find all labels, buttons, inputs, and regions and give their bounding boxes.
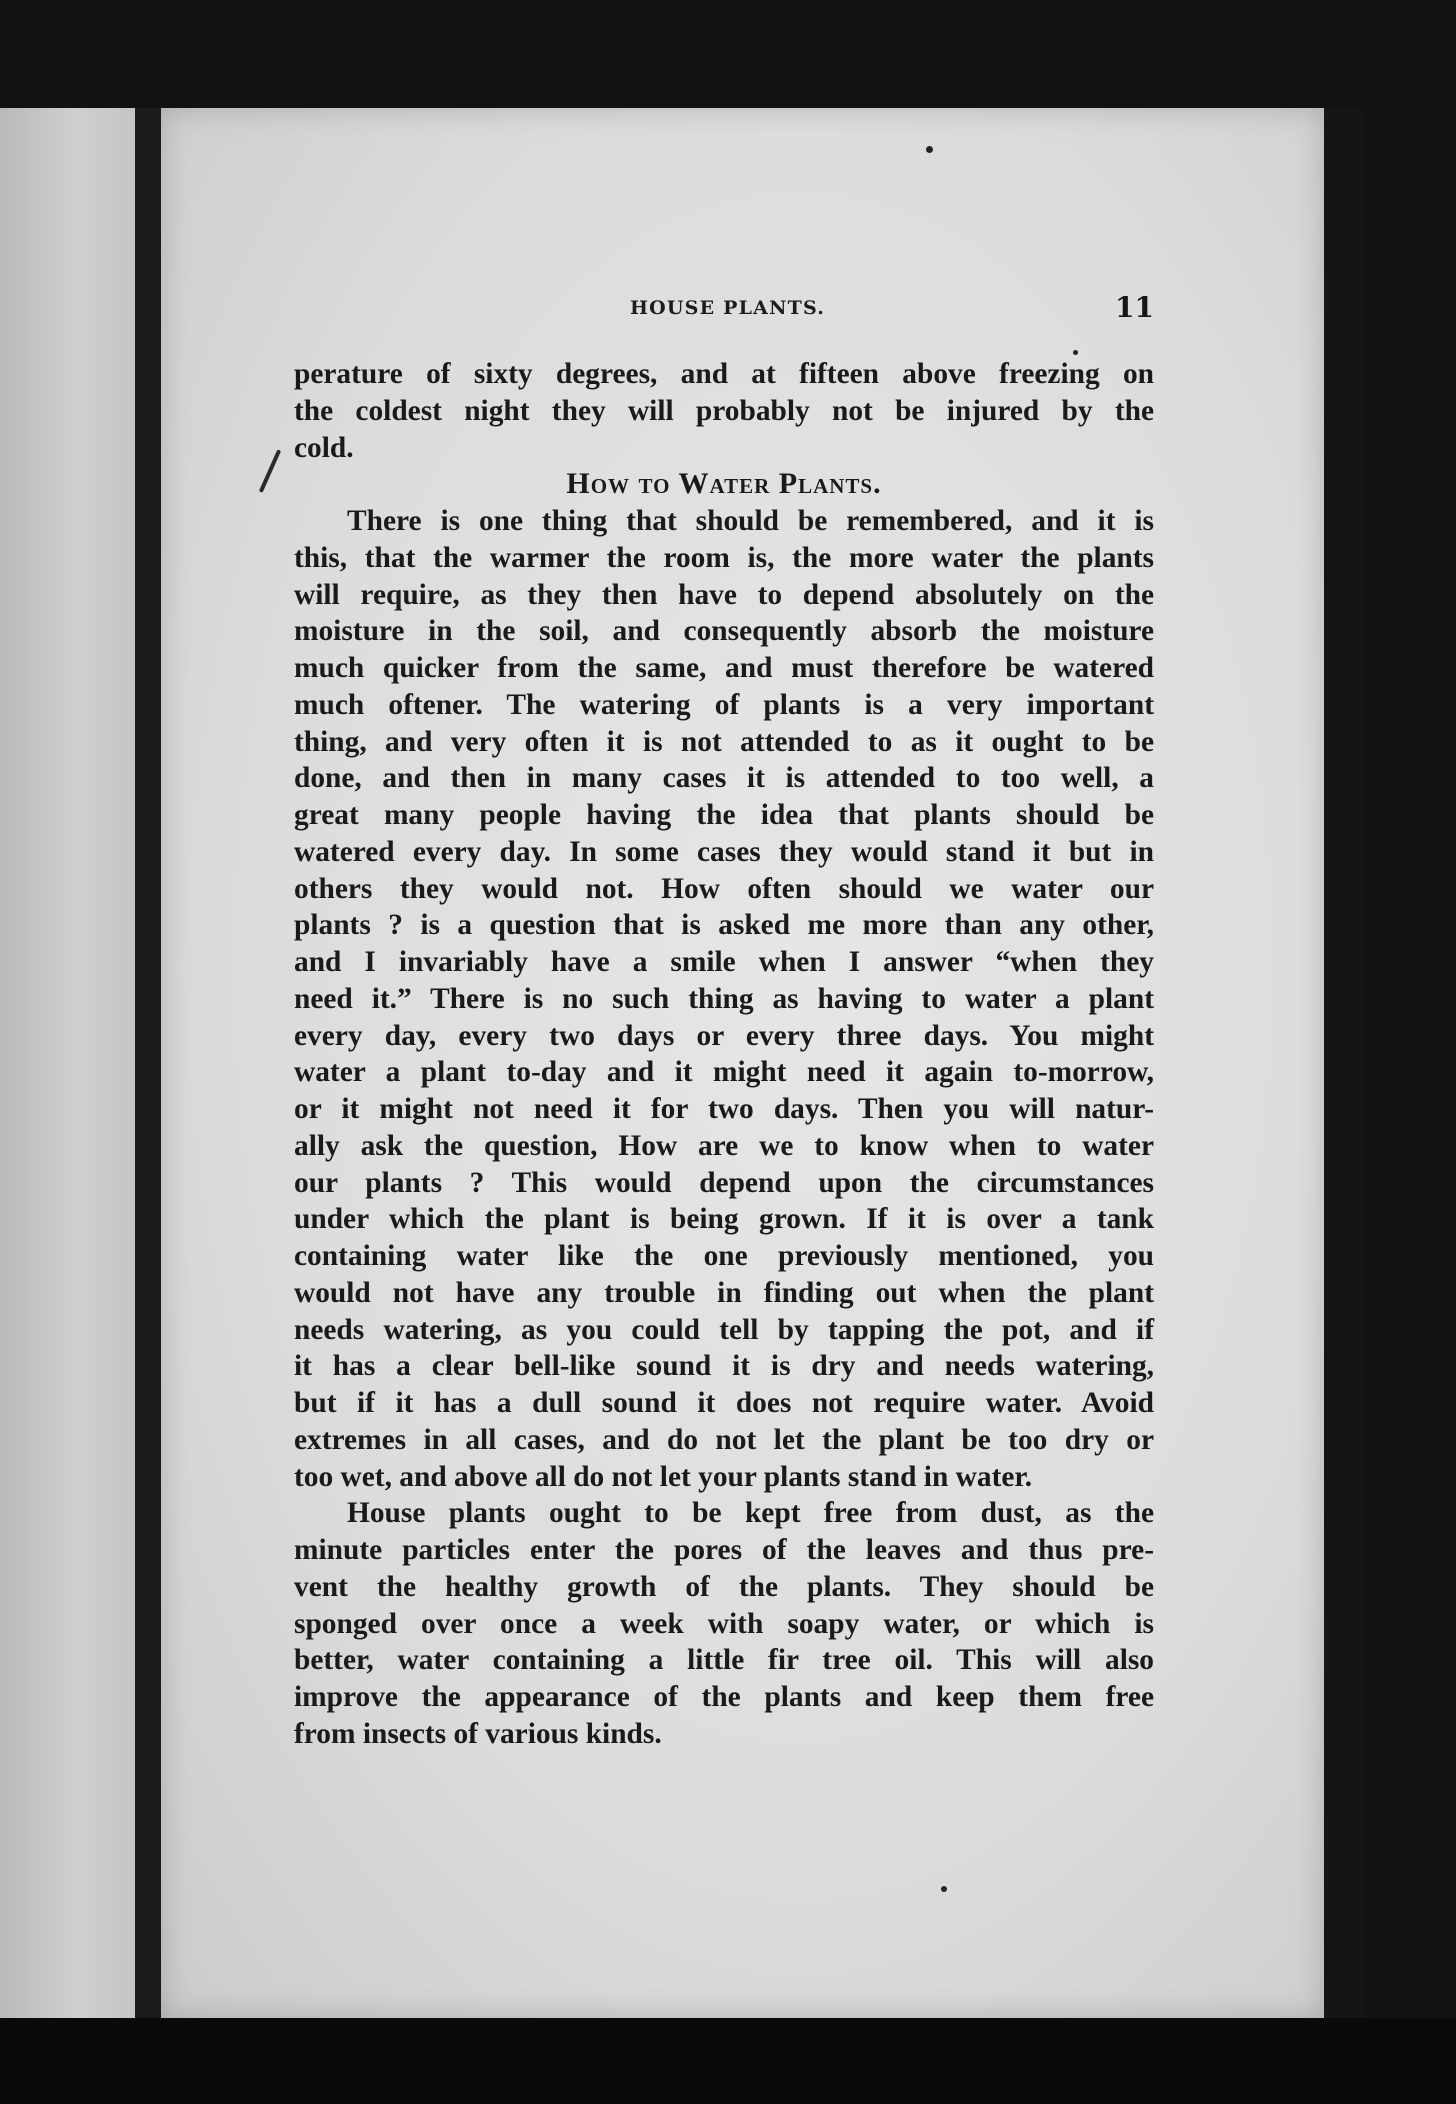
text-line: containing water like the one previously mentioned, you — [294, 1240, 1154, 1272]
text-line: would not have any trouble in finding out when the plant — [294, 1276, 1154, 1309]
text-line: or it might not need it for two days. Then you will natur- — [294, 1093, 1154, 1125]
text-line: needs watering, as you could tell by tapping the pot, and if — [294, 1313, 1154, 1346]
text-line: cold. — [294, 431, 354, 464]
text-line: but if it has a dull sound it does not require water. Avoid — [294, 1387, 1154, 1419]
text-line: thing, and very often it is not attended to as it ought to be — [294, 725, 1154, 758]
text-line: moisture in the soil, and consequently absorb the moisture — [294, 615, 1154, 648]
text-line: much oftener. The watering of plants is a very important — [294, 688, 1154, 721]
text-line: extremes in all cases, and do not let the plant be too dry or — [294, 1423, 1154, 1456]
text-line: better, water containing a little fir tree oil. This will also — [294, 1644, 1154, 1677]
text-line: vent the healthy growth of the plants. They should be — [294, 1570, 1154, 1603]
text-line: House plants ought to be kept free from dust, as the — [347, 1497, 1154, 1530]
text-line: done, and then in many cases it is attended to too well, a — [294, 762, 1154, 795]
page-header — [300, 293, 1160, 329]
text-line: watered every day. In some cases they would stand it but in — [294, 835, 1154, 868]
running-head: HOUSE PLANTS. — [630, 297, 826, 319]
text-line: plants ? is a question that is asked me more than any other, — [294, 909, 1154, 942]
text-line: much quicker from the same, and must therefore be watered — [294, 652, 1154, 684]
text-line: the coldest night they will probably not be injured by the — [294, 394, 1154, 427]
text-line: great many people having the idea that plants should be — [294, 799, 1154, 831]
previous-page-edge — [0, 108, 140, 2073]
text-line: from insects of various kinds. — [294, 1717, 662, 1750]
text-line: too wet, and above all do not let your plants stand in water. — [294, 1460, 1033, 1493]
bottom-shadow — [0, 2018, 1456, 2104]
text-line: others they would not. How often should we water our — [294, 872, 1154, 905]
text-line: and I invariably have a smile when I answer “when they — [294, 946, 1154, 978]
text-line: it has a clear bell-like sound it is dry and needs watering, — [294, 1350, 1154, 1383]
body-text — [294, 356, 1154, 1753]
text-line: need it.” There is no such thing as having to water a plant — [294, 982, 1154, 1015]
text-line: There is one thing that should be remembered, and it is — [347, 505, 1154, 537]
page-edge-shadow — [1324, 108, 1364, 2073]
text-line: ally ask the question, How are we to know when to water — [294, 1129, 1154, 1162]
text-line: our plants ? This would depend upon the circumstances — [294, 1166, 1154, 1199]
section-heading: How to Water Plants. — [566, 467, 882, 501]
text-line: improve the appearance of the plants and keep them free — [294, 1681, 1154, 1713]
text-line: will require, as they then have to depend absolutely on the — [294, 578, 1154, 611]
text-line: sponged over once a week with soapy water, or which is — [294, 1607, 1154, 1640]
dust-speck — [941, 1886, 947, 1892]
page-number: 11 — [1115, 291, 1154, 324]
text-line: perature of sixty degrees, and at fifteen above freezing on — [294, 358, 1154, 390]
binding-gutter — [135, 108, 161, 2073]
text-line: under which the plant is being grown. If it is over a tank — [294, 1203, 1154, 1236]
dust-speck — [1073, 350, 1078, 355]
dust-speck — [926, 146, 933, 153]
text-line: water a plant to-day and it might need it again to-morrow, — [294, 1056, 1154, 1089]
text-line: this, that the warmer the room is, the more water the plants — [294, 541, 1154, 574]
text-line: every day, every two days or every three days. You might — [294, 1019, 1154, 1052]
text-line: minute particles enter the pores of the leaves and thus pre- — [294, 1534, 1154, 1566]
